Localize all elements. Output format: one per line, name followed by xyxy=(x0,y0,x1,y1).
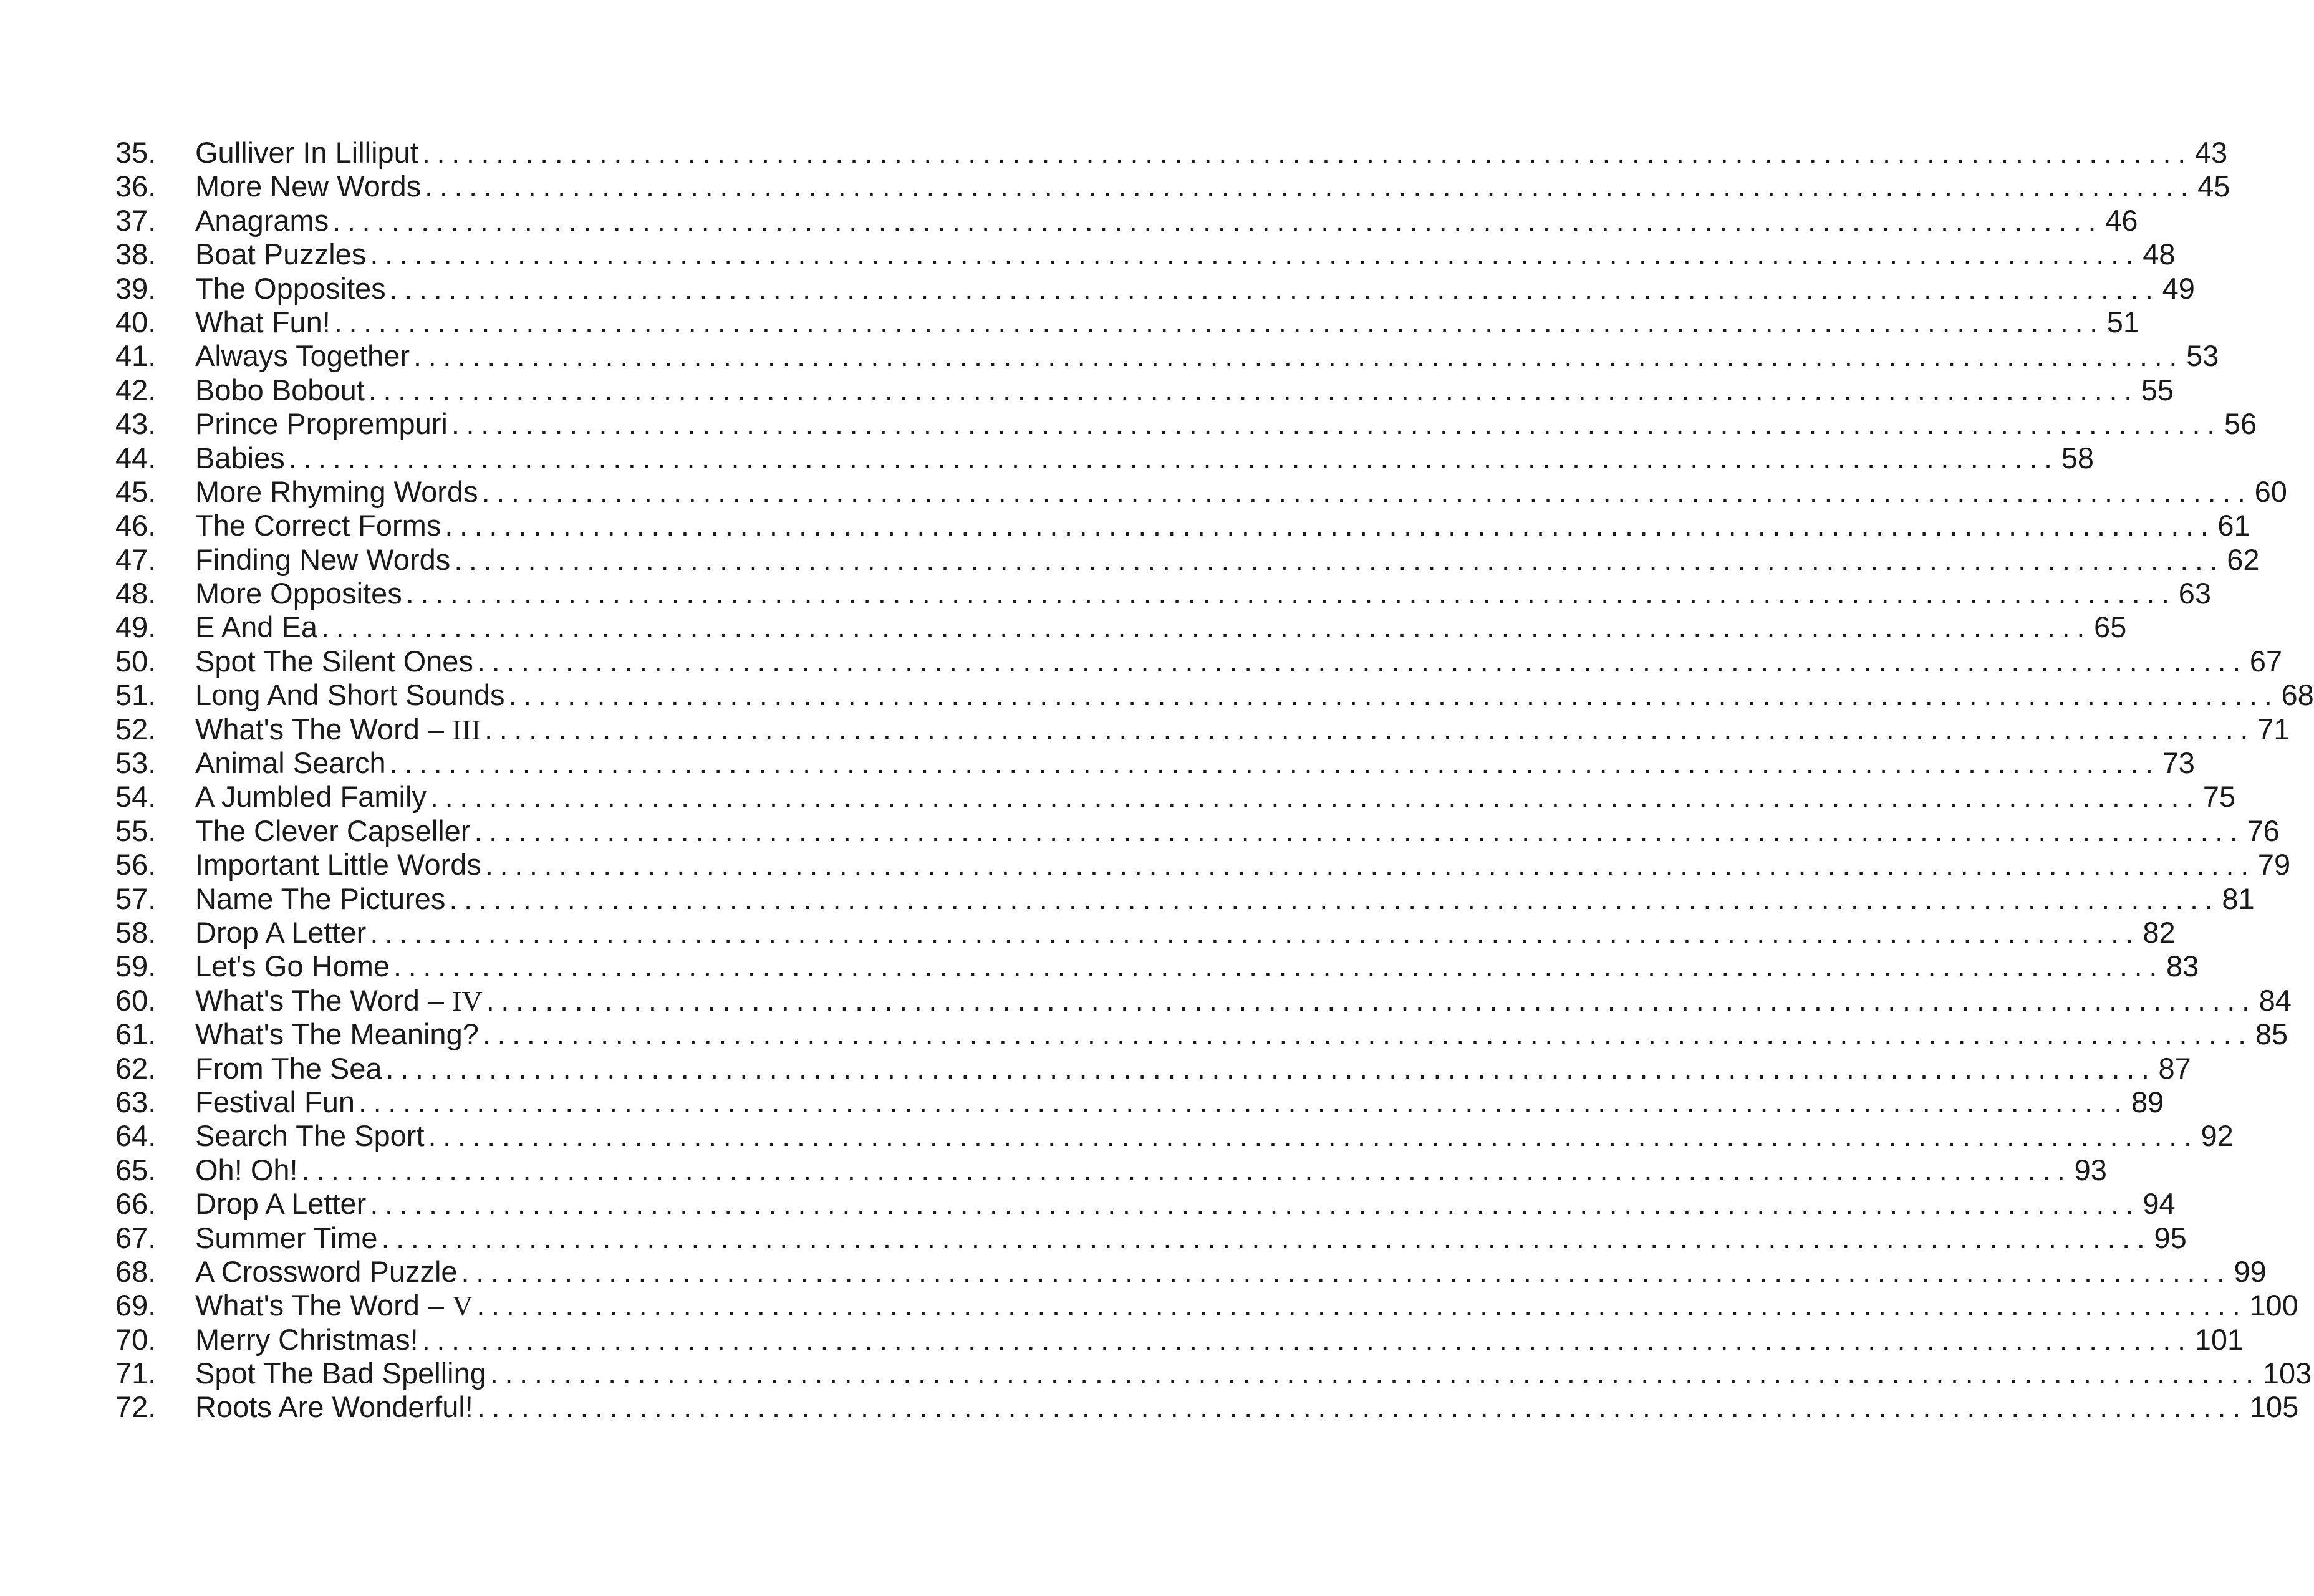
toc-entry-number: 42. xyxy=(115,373,157,406)
table-of-contents xyxy=(115,136,2314,1425)
dot-leader: ........................................................................................................................ xyxy=(288,441,2059,474)
toc-entry-page-number: 67 xyxy=(2249,644,2283,678)
toc-entry[interactable] xyxy=(115,577,2212,610)
toc-entry-roman-numeral: V xyxy=(452,1290,473,1322)
dot-leader: ........................................................................................................................ xyxy=(370,915,2141,949)
toc-entry[interactable] xyxy=(115,1289,2298,1322)
toc-entry-title-text: The Opposites xyxy=(195,271,386,305)
dot-leader: ........................................................................................................................ xyxy=(461,1254,2232,1288)
toc-entry-title-text: A Jumbled Family xyxy=(195,780,427,814)
toc-entry-title xyxy=(195,746,390,780)
toc-entry-page-number: 62 xyxy=(2227,542,2260,576)
toc-entry-title xyxy=(195,136,422,170)
dot-leader: ........................................................................................................................ xyxy=(449,882,2220,915)
toc-entry-page-number: 105 xyxy=(2249,1390,2299,1424)
toc-entry[interactable] xyxy=(115,542,2260,577)
dot-leader: ........................................................................................................................ xyxy=(405,577,2176,610)
toc-entry-number: 38. xyxy=(115,238,157,271)
toc-entry[interactable] xyxy=(115,474,2287,509)
toc-entry-number: 39. xyxy=(115,271,157,305)
dot-leader: ........................................................................................................................ xyxy=(381,1221,2152,1254)
toc-entry[interactable] xyxy=(115,238,2176,271)
toc-entry-page-number: 79 xyxy=(2257,848,2291,882)
toc-entry-title-text: Babies xyxy=(195,441,285,474)
toc-entry-page-number: 56 xyxy=(2224,407,2257,441)
toc-entry-title xyxy=(195,882,449,916)
dot-leader: ........................................................................................................................ xyxy=(428,1119,2199,1153)
toc-entry[interactable] xyxy=(115,983,2292,1017)
toc-entry[interactable] xyxy=(115,1357,2312,1390)
toc-entry-title-text: Animal Search xyxy=(195,746,386,780)
toc-entry-title xyxy=(195,170,425,203)
toc-entry-title xyxy=(195,204,332,238)
toc-entry-number: 51. xyxy=(115,678,157,712)
toc-entry-number: 65. xyxy=(115,1153,157,1186)
toc-entry[interactable] xyxy=(115,915,2176,949)
toc-entry-title xyxy=(195,1289,476,1323)
dot-leader: ........................................................................................................................ xyxy=(474,814,2245,847)
toc-entry-title-text: Drop A Letter xyxy=(195,915,367,949)
toc-entry-title-text: Prince Proprempuri xyxy=(195,407,448,441)
toc-entry-page-number: 76 xyxy=(2247,814,2280,847)
dot-leader: ........................................................................................................................ xyxy=(425,170,2196,203)
dot-leader: ........................................................................................................................ xyxy=(301,1153,2072,1186)
toc-entry-page-number: 93 xyxy=(2074,1153,2107,1186)
toc-entry-number: 70. xyxy=(115,1322,157,1356)
toc-entry-title xyxy=(195,848,485,882)
toc-entry-page-number: 63 xyxy=(2178,577,2212,610)
toc-entry-page-number: 87 xyxy=(2158,1051,2191,1085)
toc-entry[interactable] xyxy=(115,814,2280,848)
toc-entry-title-text: Gulliver In Lilliput xyxy=(195,136,418,169)
toc-entry-title xyxy=(195,305,334,339)
toc-entry-number: 67. xyxy=(115,1221,157,1254)
toc-entry-page-number: 65 xyxy=(2093,610,2127,644)
toc-entry[interactable] xyxy=(115,339,2219,373)
toc-entry-number: 71. xyxy=(115,1357,157,1390)
toc-entry-title-text: Always Together xyxy=(195,339,410,373)
toc-entry-title xyxy=(195,780,430,814)
toc-entry-page-number: 101 xyxy=(2194,1322,2244,1356)
toc-entry-title-text: Important Little Words xyxy=(195,848,481,882)
toc-entry-page-number: 92 xyxy=(2201,1119,2234,1153)
toc-entry-title xyxy=(195,1323,422,1357)
toc-entry-number: 54. xyxy=(115,780,157,814)
dot-leader: ........................................................................................................................ xyxy=(451,407,2222,441)
toc-entry[interactable] xyxy=(115,780,2236,814)
toc-entry[interactable] xyxy=(115,1187,2176,1221)
toc-entry-page-number: 84 xyxy=(2259,983,2292,1017)
dot-leader: ........................................................................................................................ xyxy=(385,1051,2156,1085)
toc-entry-page-number: 68 xyxy=(2281,678,2314,712)
toc-entry-title xyxy=(195,814,474,848)
toc-entry-title xyxy=(195,678,509,712)
toc-entry-title xyxy=(195,1153,302,1187)
toc-entry-title-text: Festival Fun xyxy=(195,1085,355,1118)
dot-leader: ........................................................................................................................ xyxy=(321,610,2091,644)
toc-entry[interactable] xyxy=(115,610,2127,644)
toc-entry[interactable] xyxy=(115,305,2140,339)
toc-entry-number: 35. xyxy=(115,136,157,169)
toc-entry-title xyxy=(195,610,321,644)
dot-leader: ........................................................................................................................ xyxy=(370,238,2141,271)
toc-entry-number: 55. xyxy=(115,814,157,847)
toc-entry-title xyxy=(195,373,369,407)
dot-leader: ........................................................................................................................ xyxy=(389,746,2160,780)
toc-entry-title xyxy=(195,475,482,509)
toc-entry-page-number: 100 xyxy=(2249,1289,2298,1322)
dot-leader: ........................................................................................................................ xyxy=(370,1187,2141,1221)
toc-entry-title xyxy=(195,949,393,983)
dot-leader: ........................................................................................................................ xyxy=(389,271,2160,305)
toc-entry-page-number: 48 xyxy=(2143,238,2176,271)
toc-entry-page-number: 81 xyxy=(2222,882,2255,915)
toc-entry[interactable] xyxy=(115,1390,2299,1424)
toc-entry-number: 46. xyxy=(115,509,157,542)
toc-entry-title-text: E And Ea xyxy=(195,610,317,644)
toc-entry-title xyxy=(195,1357,490,1390)
dot-leader: ........................................................................................................................ xyxy=(422,1322,2192,1356)
toc-entry[interactable] xyxy=(115,441,2094,475)
toc-entry-number: 40. xyxy=(115,305,157,339)
toc-entry-title xyxy=(195,713,484,747)
toc-entry-page-number: 46 xyxy=(2105,203,2138,237)
toc-entry-title-text: A Crossword Puzzle xyxy=(195,1254,458,1288)
toc-entry-title-text: Merry Christmas! xyxy=(195,1322,418,1356)
toc-entry-number: 56. xyxy=(115,848,157,882)
toc-entry-title-text: Let's Go Home xyxy=(195,949,390,983)
toc-entry-title xyxy=(195,1221,382,1255)
toc-entry[interactable] xyxy=(115,1051,2191,1085)
toc-entry-title xyxy=(195,407,451,441)
toc-entry-number: 49. xyxy=(115,610,157,644)
toc-entry-number: 43. xyxy=(115,407,157,441)
toc-entry[interactable] xyxy=(115,271,2195,305)
dot-leader: ........................................................................................................................ xyxy=(332,203,2103,237)
toc-entry-number: 64. xyxy=(115,1119,157,1153)
toc-entry[interactable] xyxy=(115,1153,2107,1187)
toc-entry-title xyxy=(195,1187,370,1221)
toc-entry-page-number: 55 xyxy=(2141,373,2174,406)
dot-leader: ........................................................................................................................ xyxy=(476,1390,2247,1424)
toc-entry-title xyxy=(195,1390,477,1424)
toc-entry-number: 37. xyxy=(115,203,157,237)
toc-entry[interactable] xyxy=(115,644,2283,678)
toc-entry-title xyxy=(195,1017,483,1051)
dot-leader: ........................................................................................................................ xyxy=(393,949,2164,983)
toc-entry-title-text: What's The Meaning? xyxy=(195,1017,479,1051)
dot-leader: ........................................................................................................................ xyxy=(413,339,2184,373)
toc-entry[interactable] xyxy=(115,136,2228,170)
toc-entry-title xyxy=(195,645,477,678)
toc-entry-title-text: Search The Sport xyxy=(195,1119,425,1153)
dot-leader: ........................................................................................................................ xyxy=(358,1085,2129,1118)
toc-entry[interactable] xyxy=(115,678,2314,712)
dot-leader: ........................................................................................................................ xyxy=(484,712,2255,746)
toc-entry-number: 69. xyxy=(115,1289,157,1322)
toc-entry[interactable] xyxy=(115,509,2250,542)
dot-leader: ........................................................................................................................ xyxy=(476,644,2247,678)
toc-entry-title-text: Long And Short Sounds xyxy=(195,678,505,712)
toc-entry-page-number: 83 xyxy=(2166,949,2199,983)
toc-entry-title-text: Roots Are Wonderful! xyxy=(195,1390,473,1424)
toc-entry-page-number: 75 xyxy=(2202,780,2236,814)
dot-leader: ........................................................................................................................ xyxy=(454,542,2225,576)
toc-entry-page-number: 60 xyxy=(2254,474,2287,508)
toc-entry-page-number: 53 xyxy=(2186,339,2219,373)
toc-entry-title xyxy=(195,238,370,271)
toc-entry[interactable] xyxy=(115,712,2290,746)
toc-entry-title xyxy=(195,441,289,475)
toc-entry-number: 61. xyxy=(115,1017,157,1051)
toc-entry-title-text: More Rhyming Words xyxy=(195,474,478,508)
toc-entry[interactable] xyxy=(115,848,2291,882)
toc-entry-number: 48. xyxy=(115,577,157,610)
toc-entry-number: 59. xyxy=(115,949,157,983)
toc-entry-number: 53. xyxy=(115,746,157,780)
toc-entry-number: 60. xyxy=(115,983,157,1017)
toc-entry-title-text: The Clever Capseller xyxy=(195,814,471,847)
dot-leader: ........................................................................................................................ xyxy=(430,780,2201,814)
dot-leader: ........................................................................................................................ xyxy=(481,474,2252,508)
toc-entry-page-number: 89 xyxy=(2131,1085,2164,1118)
toc-entry-title xyxy=(195,1255,461,1289)
toc-entry-number: 44. xyxy=(115,441,157,474)
dot-leader: ........................................................................................................................ xyxy=(486,983,2257,1017)
toc-entry-title xyxy=(195,339,413,373)
toc-entry-number: 45. xyxy=(115,474,157,508)
toc-entry[interactable] xyxy=(115,949,2199,983)
toc-entry-title-text: Bobo Bobout xyxy=(195,373,365,406)
toc-entry-title-text: Name The Pictures xyxy=(195,882,446,915)
toc-entry-page-number: 95 xyxy=(2154,1221,2187,1254)
toc-entry[interactable] xyxy=(115,1254,2267,1289)
dot-leader: ........................................................................................................................ xyxy=(334,305,2104,339)
toc-entry-page-number: 45 xyxy=(2197,170,2230,203)
toc-entry-number: 41. xyxy=(115,339,157,373)
toc-entry-page-number: 82 xyxy=(2143,915,2176,949)
toc-entry-title xyxy=(195,916,370,949)
toc-entry-title xyxy=(195,1085,359,1119)
toc-entry-number: 72. xyxy=(115,1390,157,1424)
toc-entry-page-number: 85 xyxy=(2255,1017,2288,1051)
toc-entry-title-text: Spot The Bad Spelling xyxy=(195,1357,486,1390)
toc-entry-page-number: 94 xyxy=(2143,1187,2176,1221)
toc-entry-roman-numeral: III xyxy=(452,713,481,746)
toc-entry-title xyxy=(195,509,445,542)
toc-entry-roman-numeral: IV xyxy=(452,984,483,1017)
toc-entry[interactable] xyxy=(115,1322,2244,1357)
toc-entry-number: 66. xyxy=(115,1187,157,1221)
dot-leader: ........................................................................................................................ xyxy=(445,509,2215,542)
toc-entry-page-number: 103 xyxy=(2262,1357,2312,1390)
toc-entry-number: 57. xyxy=(115,882,157,915)
toc-entry-title-text: What's The Word – xyxy=(195,983,445,1017)
toc-entry-title-text: Summer Time xyxy=(195,1221,378,1254)
toc-entry-number: 58. xyxy=(115,915,157,949)
toc-entry-title xyxy=(195,984,486,1018)
toc-entry-title-text: Drop A Letter xyxy=(195,1187,367,1221)
toc-entry-page-number: 58 xyxy=(2061,441,2094,474)
toc-entry-title-text: What Fun! xyxy=(195,305,330,339)
dot-leader: ........................................................................................................................ xyxy=(489,1357,2260,1390)
toc-entry[interactable] xyxy=(115,170,2230,203)
toc-entry-title-text: Finding New Words xyxy=(195,542,451,576)
toc-entry-number: 68. xyxy=(115,1254,157,1288)
toc-entry-page-number: 49 xyxy=(2162,271,2195,305)
toc-entry-page-number: 51 xyxy=(2106,305,2140,339)
toc-entry[interactable] xyxy=(115,882,2255,916)
toc-entry-title-text: What's The Word – xyxy=(195,1289,445,1322)
toc-entry-page-number: 73 xyxy=(2162,746,2195,780)
toc-entry[interactable] xyxy=(115,746,2195,780)
toc-entry-page-number: 71 xyxy=(2257,712,2290,746)
toc-entry[interactable] xyxy=(115,1017,2288,1051)
toc-entry-number: 62. xyxy=(115,1051,157,1085)
toc-entry-page-number: 43 xyxy=(2194,136,2228,169)
toc-entry[interactable] xyxy=(115,407,2257,441)
toc-entry-title xyxy=(195,272,390,305)
toc-entry[interactable] xyxy=(115,1221,2187,1255)
toc-entry-title xyxy=(195,543,454,577)
toc-entry-title-text: More Opposites xyxy=(195,577,402,610)
dot-leader: ........................................................................................................................ xyxy=(484,848,2255,882)
toc-entry-page-number: 99 xyxy=(2234,1254,2267,1288)
dot-leader: ........................................................................................................................ xyxy=(476,1289,2247,1322)
toc-entry[interactable] xyxy=(115,1085,2164,1119)
dot-leader: ........................................................................................................................ xyxy=(368,373,2139,406)
toc-entry-number: 47. xyxy=(115,542,157,576)
dot-leader: ........................................................................................................................ xyxy=(482,1017,2253,1051)
toc-entry-page-number: 61 xyxy=(2217,509,2250,542)
dot-leader: ........................................................................................................................ xyxy=(508,678,2279,712)
toc-entry[interactable] xyxy=(115,373,2174,407)
toc-entry-title-text: From The Sea xyxy=(195,1051,382,1085)
toc-entry-title xyxy=(195,577,406,610)
toc-entry-number: 50. xyxy=(115,644,157,678)
toc-entry[interactable] xyxy=(115,1119,2234,1153)
toc-entry-title xyxy=(195,1119,428,1153)
toc-entry-title-text: What's The Word – xyxy=(195,712,445,746)
toc-entry-number: 36. xyxy=(115,170,157,203)
toc-entry-number: 63. xyxy=(115,1085,157,1118)
toc-entry-title-text: Oh! Oh! xyxy=(195,1153,298,1186)
toc-entry-title-text: Anagrams xyxy=(195,203,329,237)
toc-entry-number: 52. xyxy=(115,712,157,746)
toc-entry-title-text: More New Words xyxy=(195,170,422,203)
toc-entry-title-text: Spot The Silent Ones xyxy=(195,644,473,678)
toc-entry-title-text: The Correct Forms xyxy=(195,509,441,542)
toc-entry-title-text: Boat Puzzles xyxy=(195,238,367,271)
toc-entry[interactable] xyxy=(115,203,2138,238)
toc-entry-title xyxy=(195,1052,386,1085)
dot-leader: ........................................................................................................................ xyxy=(422,136,2192,169)
